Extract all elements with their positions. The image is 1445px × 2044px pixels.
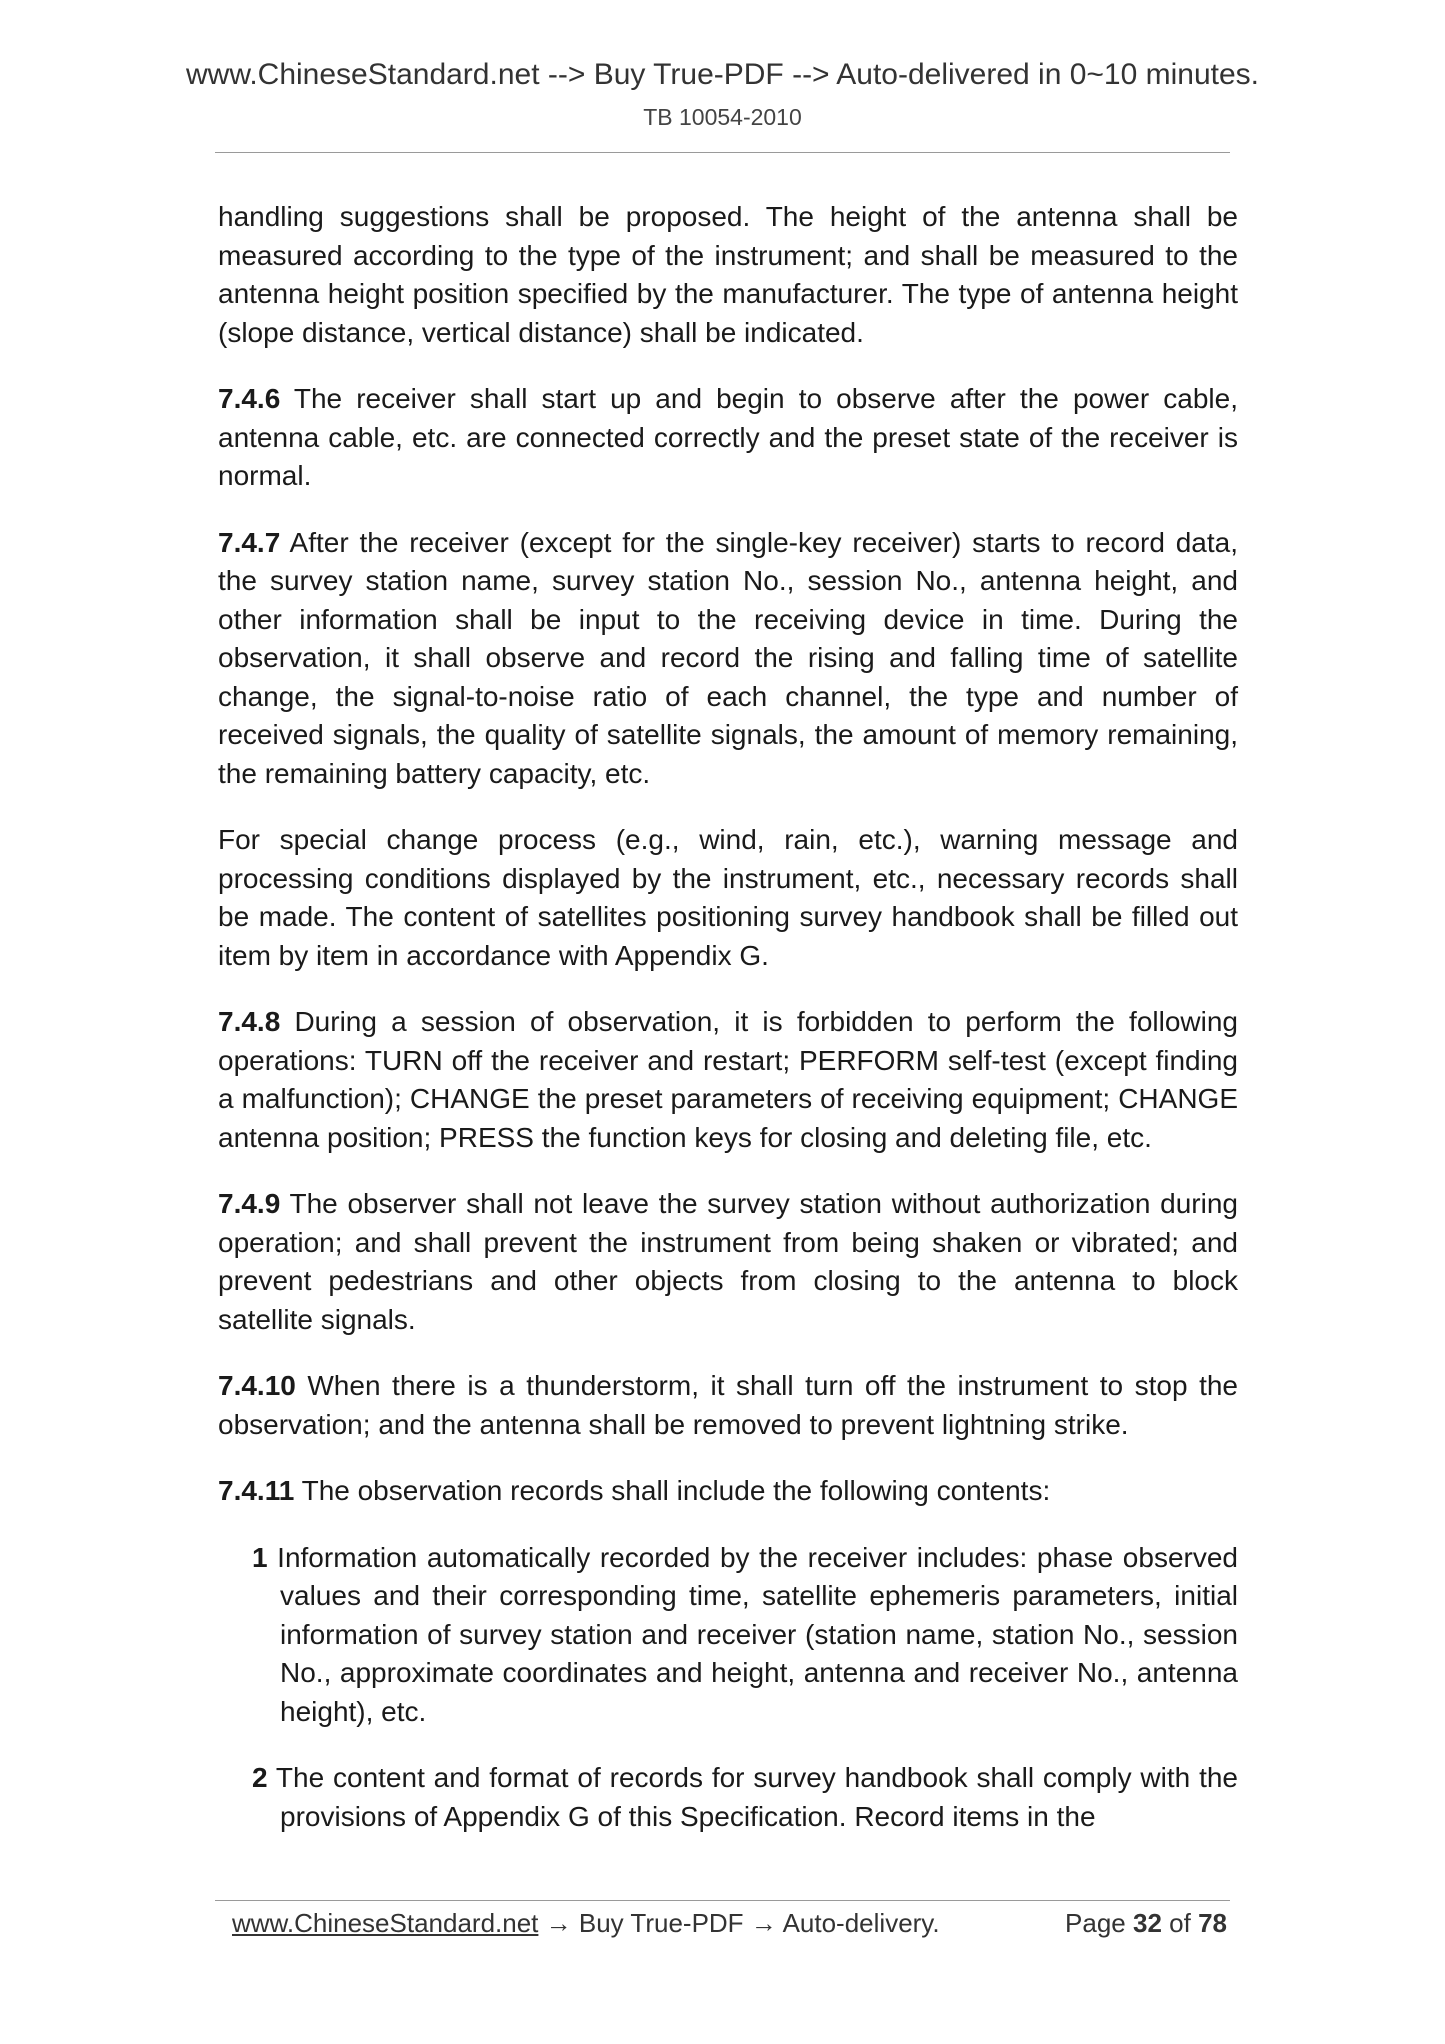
clause-text: The receiver shall start up and begin to observe after the power cable, antenna cable, etc. are connected correctly and the preset state of the receiver is normal. — [218, 383, 1238, 491]
footer-divider — [215, 1900, 1230, 1901]
current-page: 32 — [1133, 1908, 1162, 1938]
page-number — [1065, 1908, 1227, 1939]
clause-number: 7.4.6 — [218, 383, 281, 414]
total-pages: 78 — [1198, 1908, 1227, 1938]
clause-text: During a session of observation, it is forbidden to perform the following operations: TURN off the receiver and restart; PERFORM self-test (except finding a malfunction); CHANGE the preset parameters of receiving equipment; CHANGE antenna position; PRESS the function keys for closing and deleting file, etc. — [218, 1006, 1238, 1153]
clause-7-4-7 — [218, 524, 1238, 794]
clause-7-4-8 — [218, 1003, 1238, 1157]
clause-number: 7.4.11 — [218, 1475, 295, 1506]
clause-7-4-7-paragraph-2: For special change process (e.g., wind, rain, etc.), warning message and processing conditions displayed by the instrument, etc., necessary records shall be made. The content of satellites positioning survey handbook shall be filled out item by item in accordance with Appendix G. — [218, 824, 1238, 971]
item-number: 2 — [252, 1762, 268, 1793]
of-label: of — [1169, 1908, 1191, 1938]
clause-text: When there is a thunderstorm, it shall turn off the instrument to stop the observation; and the antenna shall be removed to prevent lightning strike. — [218, 1370, 1238, 1440]
clause-text: After the receiver (except for the single-key receiver) starts to record data, the survey station name, survey station No., session No., antenna height, and other information shall be input to the receiving device in time. During the observation, it shall observe and record the rising and falling time of satellite change, the signal-to-noise ratio of each channel, the type and number of received signals, the quality of satellite signals, the amount of memory remaining, the remaining battery capacity, etc. — [218, 526, 1238, 789]
clause-text: The observer shall not leave the survey station without authorization during operation; and shall prevent the instrument from being shaken or vibrated; and prevent pedestrians and other objects from closing to the antenna to block satellite signals. — [218, 1188, 1238, 1335]
clause-7-4-6 — [218, 380, 1238, 496]
footer-promo-text: → Buy True-PDF → Auto-delivery. — [538, 1908, 940, 1938]
footer-promo — [232, 1908, 940, 1939]
document-id: TB 10054-2010 — [643, 104, 802, 130]
page-label: Page — [1065, 1908, 1126, 1938]
paragraph-continuation: handling suggestions shall be proposed. The height of the antenna shall be measured according to the type of the instrument; and shall be measured to the antenna height position specified by the manufacturer. The type of antenna height (slope distance, vertical distance) shall be indicated. — [218, 201, 1238, 348]
clause-7-4-9 — [218, 1185, 1238, 1339]
page-body — [218, 198, 1238, 1864]
header-divider — [215, 152, 1230, 153]
list-item — [252, 1539, 1238, 1732]
clause-number: 7.4.9 — [218, 1188, 281, 1219]
site-link[interactable]: www.ChineseStandard.net — [232, 1908, 539, 1938]
clause-7-4-10 — [218, 1367, 1238, 1444]
header-banner: www.ChineseStandard.net --> Buy True-PDF --> Auto-delivered in 0~10 minutes. — [185, 58, 1260, 91]
clause-text: The observation records shall include the following contents: — [294, 1475, 1051, 1506]
list-item — [252, 1759, 1238, 1836]
clause-number: 7.4.7 — [218, 526, 281, 558]
clause-number: 7.4.10 — [218, 1370, 296, 1401]
clause-7-4-11 — [218, 1472, 1238, 1511]
clause-number: 7.4.8 — [218, 1006, 281, 1037]
item-text: The content and format of records for survey handbook shall comply with the provisions of Appendix G of this Specification. Record items in the — [267, 1762, 1238, 1832]
item-text: Information automatically recorded by the receiver includes: phase observed values and their corresponding time, satellite ephemeris parameters, initial information of survey station and receiver (station name, station No., session No., approximate coordinates and height, antenna and receiver No., antenna height), etc. — [267, 1541, 1238, 1727]
item-number: 1 — [252, 1541, 268, 1573]
